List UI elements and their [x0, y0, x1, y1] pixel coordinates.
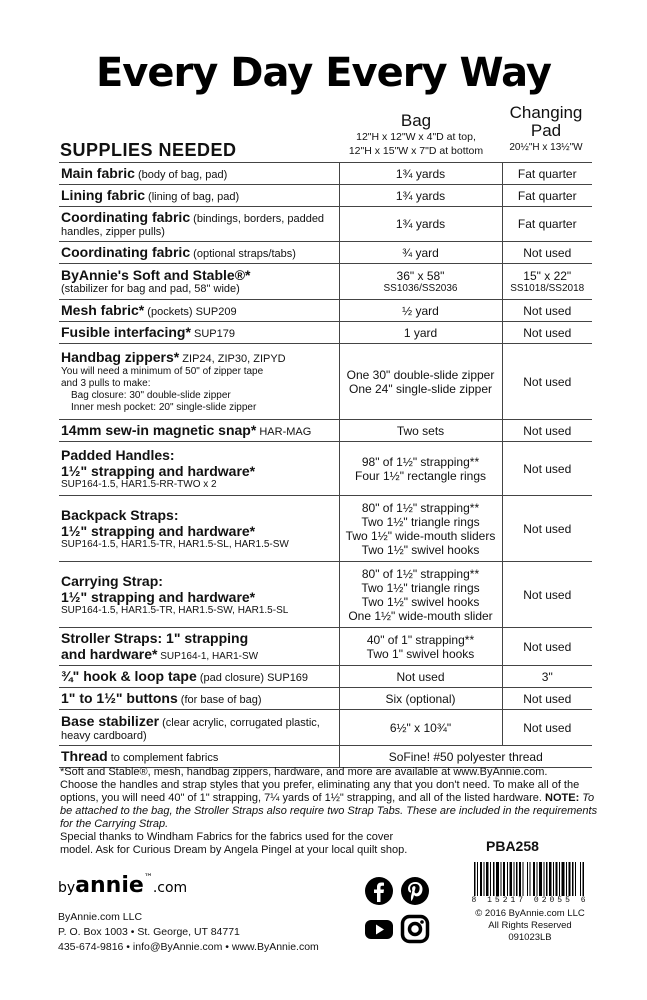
- bag-qty: One 24" single-slide zipper: [348, 381, 492, 396]
- bag-label: Bag: [400, 111, 432, 130]
- table-row: [59, 300, 592, 322]
- table-row: [59, 688, 592, 710]
- bag-qty: 80" of 1½" strapping**: [361, 500, 480, 515]
- table-row: [59, 710, 592, 746]
- youtube-icon[interactable]: [364, 914, 394, 944]
- table-row: [59, 344, 592, 420]
- item-name: Handbag zippers*: [61, 349, 180, 365]
- item-note: and 3 pulls to make:: [61, 378, 151, 389]
- code-line: 091023LB: [508, 932, 552, 943]
- table-row: [59, 666, 592, 688]
- item-desc: (pad closure) SUP169: [196, 672, 309, 684]
- bag-qty: 1¾ yards: [339, 185, 502, 207]
- item-desc: (optional straps/tabs): [190, 248, 296, 260]
- item-name: Base stabilizer: [61, 712, 160, 729]
- item-name: 1" to 1½" buttons: [61, 690, 178, 706]
- bag-qty: 1 yard: [339, 322, 502, 344]
- table-row: [59, 207, 592, 242]
- table-row: [59, 264, 592, 300]
- item-name: Coordinating fabric: [61, 244, 191, 260]
- item-desc: (body of bag, pad): [134, 169, 228, 181]
- bag-qty: ¾ yard: [339, 242, 502, 264]
- item-desc: (lining of bag, pad): [145, 191, 240, 203]
- bag-qty: 36" x 58": [396, 268, 445, 283]
- sku: PBA258: [486, 838, 539, 854]
- bag-qty: Two 1½" swivel hooks: [361, 542, 480, 557]
- facebook-icon[interactable]: [364, 876, 394, 906]
- item-name: Coordinating fabric: [61, 209, 191, 225]
- bag-qty: 98" of 1½" strapping**: [361, 454, 480, 469]
- pad-qty: Not used: [502, 300, 592, 322]
- column-header-pad: [500, 104, 592, 154]
- table-row: [59, 628, 592, 666]
- note-thanks-2: model. Ask for Curious Dream by Angela Pingel at your local quilt shop.: [60, 844, 408, 856]
- bag-qty: One 30" double-slide zipper: [346, 367, 495, 382]
- item-desc: (pockets) SUP209: [144, 306, 237, 318]
- item-name: 14mm sew-in magnetic snap*: [61, 422, 257, 438]
- bag-qty: Two 1½" triangle rings: [361, 514, 480, 529]
- bag-qty: 40" of 1" strapping**: [366, 632, 475, 647]
- item-desc: (for base of bag): [177, 694, 262, 706]
- table-row: [59, 442, 592, 496]
- bag-qty: Two 1" swivel hooks: [366, 646, 475, 661]
- bag-code: SS1036/SS2036: [383, 282, 458, 294]
- item-name: Stroller Straps: 1" strapping: [61, 630, 249, 646]
- bag-qty: Six (optional): [339, 688, 502, 710]
- copyright-line: © 2016 ByAnnie.com LLC: [475, 908, 585, 919]
- pad-qty: Not used: [502, 562, 592, 628]
- pad-qty: Not used: [502, 242, 592, 264]
- table-row: [59, 496, 592, 562]
- column-header-bag: [336, 112, 496, 158]
- item-note: Inner mesh pocket: 20" single-slide zipper: [71, 402, 257, 413]
- bag-dims-1: 12"H x 12"W x 4"D at top,: [356, 131, 476, 143]
- item-desc: SUP179: [190, 328, 235, 340]
- pad-qty: Fat quarter: [502, 207, 592, 242]
- table-row: [59, 185, 592, 207]
- pad-qty: Not used: [502, 442, 592, 496]
- item-name: ByAnnie's Soft and Stable®*: [61, 267, 251, 283]
- item-desc: ZIP24, ZIP30, ZIPYD: [179, 353, 286, 365]
- byannie-logo: byannie™.com: [58, 873, 188, 898]
- item-name: and hardware*: [61, 646, 158, 662]
- pad-qty: 15" x 22": [523, 268, 572, 283]
- item-codes: SUP164-1, HAR1-SW: [157, 651, 259, 662]
- bag-qty: One 1½" wide-mouth slider: [348, 608, 493, 623]
- bag-qty: Two sets: [339, 420, 502, 442]
- bag-qty: 6½" x 10¾": [339, 710, 502, 746]
- pinterest-icon[interactable]: [400, 876, 430, 906]
- item-name: Main fabric: [61, 165, 135, 181]
- item-note: You will need a minimum of 50" of zipper tape: [61, 366, 264, 377]
- table-row: [59, 420, 592, 442]
- table-row: [59, 163, 592, 185]
- item-name: Backpack Straps:: [61, 506, 179, 523]
- pad-qty: Not used: [502, 710, 592, 746]
- item-name: Mesh fabric*: [61, 302, 145, 318]
- pad-qty: Not used: [502, 344, 592, 420]
- item-desc: (stabilizer for bag and pad, 58" wide): [61, 283, 240, 295]
- item-note: Bag closure: 30" double-slide zipper: [71, 390, 231, 401]
- pad-qty: Not used: [502, 496, 592, 562]
- item-desc: (clear acrylic, corrugated plastic, heavy cardboard): [61, 716, 320, 742]
- pad-label-1: Changing: [509, 103, 583, 122]
- company-name: ByAnnie.com LLC: [58, 911, 143, 923]
- item-name: 1½" strapping and hardware*: [61, 588, 256, 605]
- pad-qty: Fat quarter: [502, 163, 592, 185]
- pad-qty: 3": [502, 666, 592, 688]
- item-name: Lining fabric: [61, 187, 145, 203]
- contact-info: 435-674-9816 • info@ByAnnie.com • www.ByAnnie.com: [58, 941, 319, 953]
- item-codes: SUP164-1.5, HAR1.5-TR, HAR1.5-SL, HAR1.5-SW: [61, 538, 289, 550]
- address-block: [58, 910, 319, 955]
- pad-qty: Not used: [502, 322, 592, 344]
- item-name: Fusible interfacing*: [61, 324, 191, 340]
- note-thanks-1: Special thanks to Windham Fabrics for the fabrics used for the cover: [60, 831, 394, 843]
- item-desc: (bindings, borders, padded handles, zipper pulls): [61, 213, 325, 238]
- barcode-number: 8 15217 02055 6: [471, 896, 589, 905]
- social-icons: [362, 876, 434, 948]
- bag-qty: Two 1½" swivel hooks: [361, 594, 480, 609]
- pad-dims: 20½"H x 13½"W: [509, 142, 583, 153]
- table-row: [59, 322, 592, 344]
- item-desc: to complement fabrics: [107, 752, 219, 764]
- bag-qty: Not used: [339, 666, 502, 688]
- item-codes: SUP164-1.5, HAR1.5-TR, HAR1.5-SW, HAR1.5-SL: [61, 604, 289, 616]
- note-options: Choose the handles and strap styles that you prefer, eliminating any that you don't need. To make all of the options, you will need 40" of 1" strapping, 7¼ yards of 1½" strapping, and all of the listed hardware. NOTE: To be attached to the bag, the Stroller Straps also require two Strap Tabs. These are included in the requirements for the Carrying Strap.: [60, 779, 598, 830]
- bag-qty: Two 1½" triangle rings: [361, 580, 480, 595]
- bag-qty: 80" of 1½" strapping**: [361, 566, 480, 581]
- item-desc: HAR-MAG: [256, 426, 312, 438]
- pad-qty: Not used: [502, 688, 592, 710]
- bag-qty: Four 1½" rectangle rings: [355, 468, 486, 483]
- bag-qty: 1¾ yards: [339, 207, 502, 242]
- table-row: [59, 746, 592, 768]
- supplies-table: [59, 162, 592, 768]
- pad-qty: Not used: [502, 628, 592, 666]
- thread-qty: SoFine! #50 polyester thread: [339, 746, 592, 768]
- pad-code: SS1018/SS2018: [510, 282, 585, 294]
- bag-qty: Two 1½" wide-mouth sliders: [345, 528, 496, 543]
- instagram-icon[interactable]: [400, 914, 430, 944]
- bag-qty: ½ yard: [339, 300, 502, 322]
- item-name: ¾" hook & loop tape: [61, 668, 197, 684]
- item-name: Padded Handles:: [61, 446, 175, 463]
- bag-dims-2: 12"H x 15"W x 7"D at bottom: [348, 145, 484, 157]
- table-row: [59, 242, 592, 264]
- pad-label-2: Pad: [530, 121, 562, 140]
- pad-qty: Fat quarter: [502, 185, 592, 207]
- note-availability: *Soft and Stable®, mesh, handbag zippers, hardware, and more are available at www.ByAnnie.com.: [60, 766, 548, 778]
- bag-qty: 1¾ yards: [339, 163, 502, 185]
- item-name: 1½" strapping and hardware*: [61, 462, 256, 479]
- item-name: Thread: [61, 748, 108, 764]
- item-name: 1½" strapping and hardware*: [61, 522, 256, 539]
- pad-qty: Not used: [502, 420, 592, 442]
- street-address: P. O. Box 1003 • St. George, UT 84771: [58, 926, 240, 938]
- item-name: Carrying Strap:: [61, 572, 163, 589]
- rights-line: All Rights Reserved: [488, 920, 572, 931]
- table-row: [59, 562, 592, 628]
- copyright-block: [460, 908, 600, 944]
- page-title: Every Day Every Way: [95, 50, 551, 96]
- item-codes: SUP164-1.5, HAR1.5-RR-TWO x 2: [61, 478, 217, 490]
- supplies-heading: SUPPLIES NEEDED: [60, 140, 237, 160]
